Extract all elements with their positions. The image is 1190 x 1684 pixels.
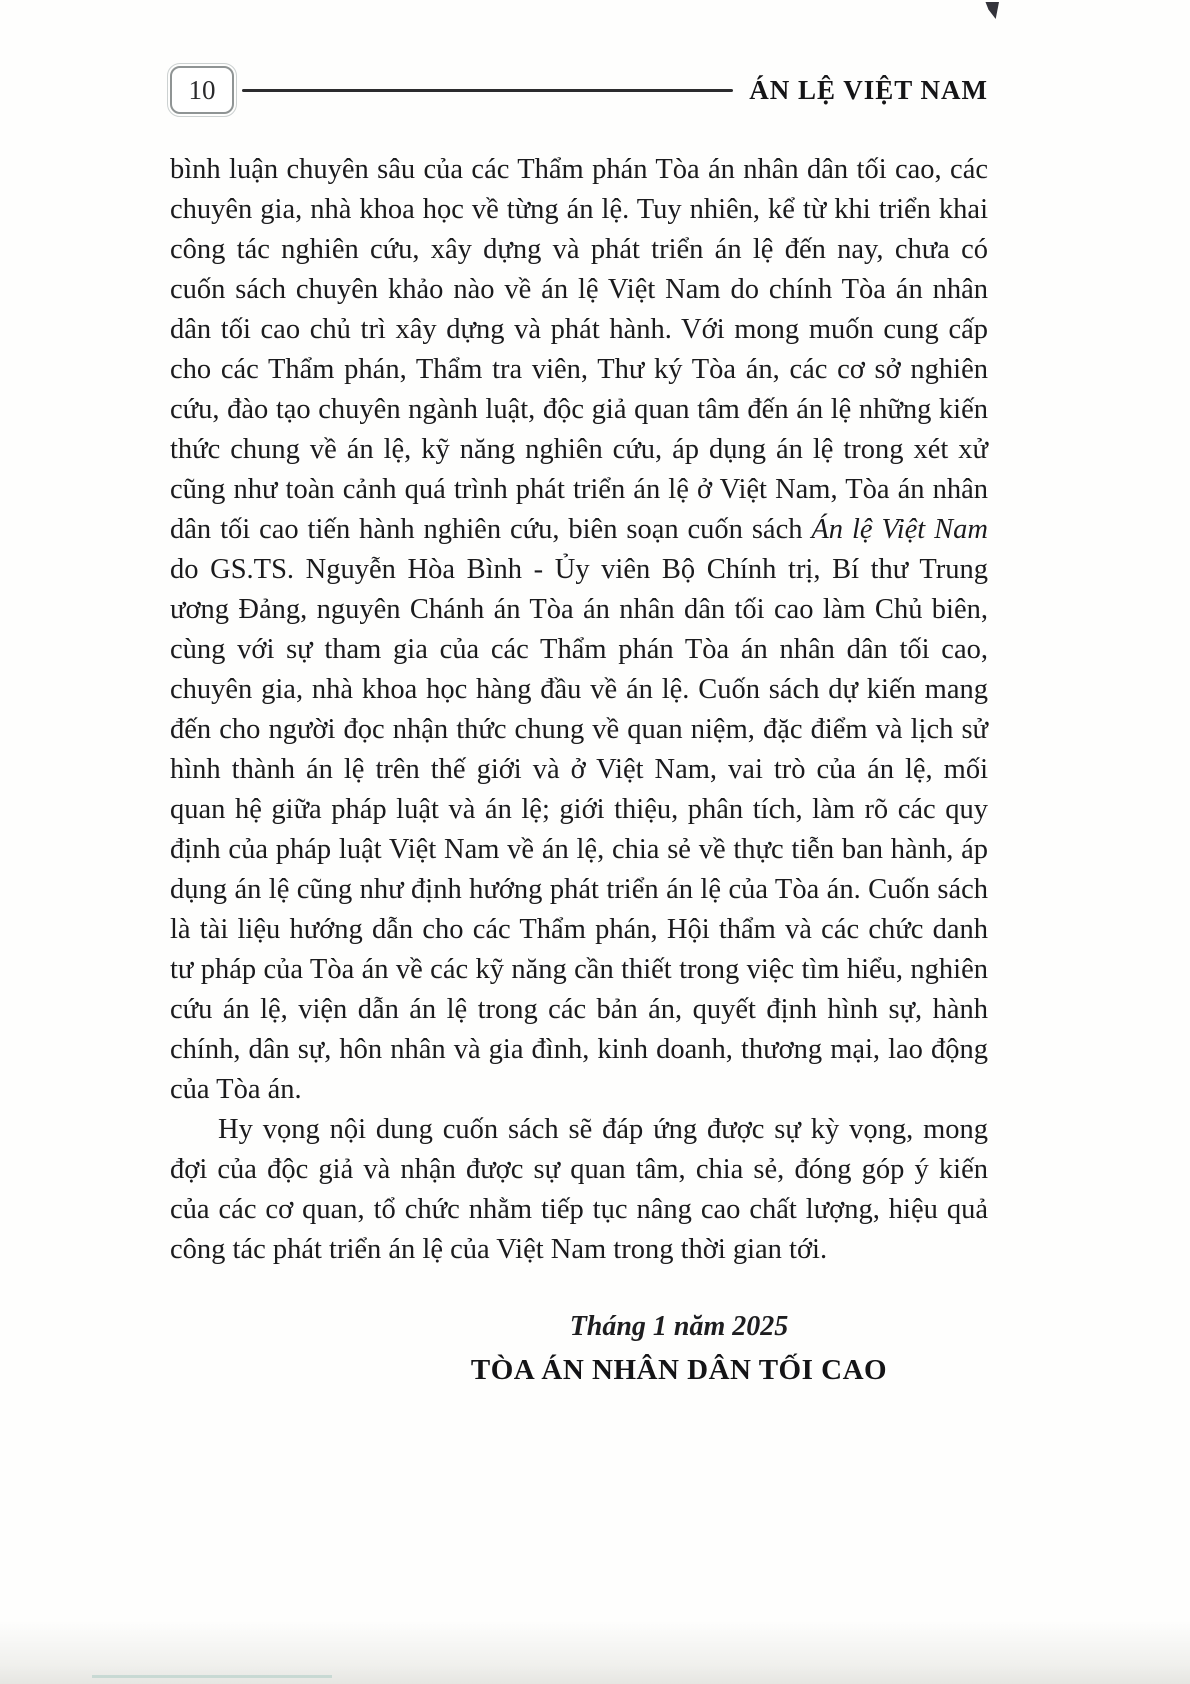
- running-title: ÁN LỆ VIỆT NAM: [749, 74, 988, 105]
- closing-block: [270, 1306, 1088, 1392]
- header-rule: [242, 89, 733, 92]
- page-number: 10: [188, 74, 216, 105]
- paragraph: [170, 1110, 988, 1270]
- paragraph-segment: do GS.TS. Nguyễn Hòa Bình - Ủy viên Bộ Chính trị, Bí thư Trung ương Đảng, nguyên Chánh án Tòa án nhân dân tối cao làm Chủ biên, cùng với sự tham gia của các Thẩm phán Tòa án nhân dân tối cao, chuyên gia, nhà khoa học hàng đầu về án lệ. Cuốn sách dự kiến mang đến cho người đọc nhận thức chung về quan niệm, đặc điểm và lịch sử hình thành án lệ trên thế giới và ở Việt Nam, vai trò của án lệ, mối quan hệ giữa pháp luật và án lệ; giới thiệu, phân tích, làm rõ các quy định của pháp luật Việt Nam về án lệ, chia sẻ về thực tiễn ban hành, áp dụng án lệ cũng như định hướng phát triển án lệ của Tòa án. Cuốn sách là tài liệu hướng dẫn cho các Thẩm phán, Hội thẩm và các chức danh tư pháp của Tòa án về các kỹ năng cần thiết trong việc tìm hiểu, nghiên cứu án lệ, viện dẫn án lệ trong các bản án, quyết định hình sự, hành chính, dân sự, hôn nhân và gia đình, kinh doanh, thương mại, lao động của Tòa án.: [170, 554, 988, 1105]
- text-block: [170, 150, 988, 1392]
- paragraph-segment: Án lệ Việt Nam: [811, 514, 988, 545]
- paragraph-segment: Hy vọng nội dung cuốn sách sẽ đáp ứng được sự kỳ vọng, mong đợi của độc giả và nhận được sự quan tâm, chia sẻ, đóng góp ý kiến của các cơ quan, tổ chức nhằm tiếp tục nâng cao chất lượng, hiệu quả công tác phát triển án lệ của Việt Nam trong thời gian tới.: [170, 1114, 988, 1265]
- page-header: [170, 66, 988, 114]
- scan-corner-mark: [984, 2, 999, 19]
- scan-bottom-edge-mark: [92, 1675, 332, 1678]
- paragraph-segment: bình luận chuyên sâu của các Thẩm phán Tòa án nhân dân tối cao, các chuyên gia, nhà khoa học về từng án lệ. Tuy nhiên, kể từ khi triển khai công tác nghiên cứu, xây dựng và phát triển án lệ đến nay, chưa có cuốn sách chuyên khảo nào về án lệ Việt Nam do chính Tòa án nhân dân tối cao chủ trì xây dựng và phát hành. Với mong muốn cung cấp cho các Thẩm phán, Thẩm tra viên, Thư ký Tòa án, các cơ sở nghiên cứu, đào tạo chuyên ngành luật, độc giả quan tâm đến án lệ những kiến thức chung về án lệ, kỹ năng nghiên cứu, áp dụng án lệ trong xét xử cũng như toàn cảnh quá trình phát triển án lệ ở Việt Nam, Tòa án nhân dân tối cao tiến hành nghiên cứu, biên soạn cuốn sách: [170, 154, 988, 545]
- page-number-box: [170, 66, 234, 114]
- signature-line: TÒA ÁN NHÂN DÂN TỐI CAO: [470, 1354, 888, 1386]
- paragraph: [170, 150, 988, 1110]
- date-line: Tháng 1 năm 2025: [569, 1311, 789, 1342]
